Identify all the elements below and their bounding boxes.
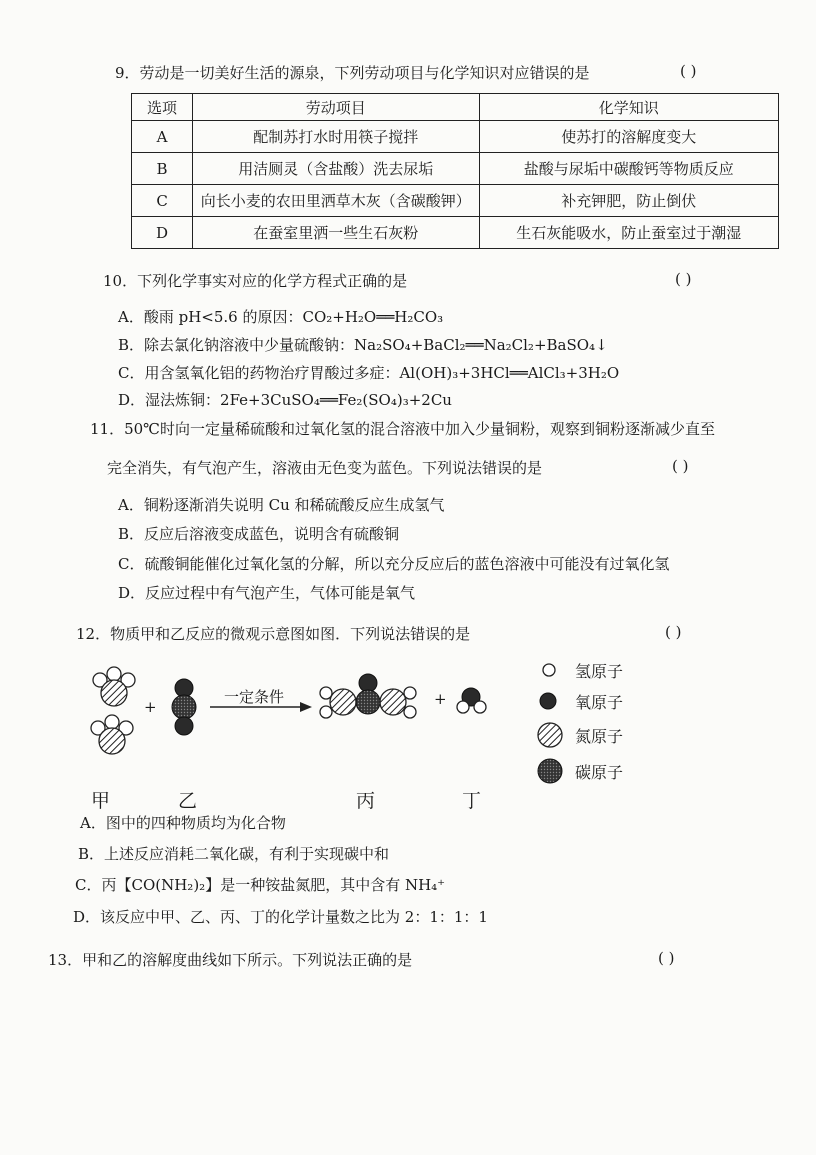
molecule-jia-1 [93, 667, 135, 706]
legend-carbon-icon [538, 759, 562, 783]
q10-option-a[interactable]: A．酸雨 pH<5.6 的原因：CO₂+H₂O══H₂CO₃ [118, 308, 444, 326]
table-cell: B [132, 153, 193, 185]
molecule-bing [320, 674, 416, 718]
legend-carbon-label: 碳原子 [575, 763, 624, 782]
q11-stem-line1: 11．50℃时向一定量稀硫酸和过氧化氢的混合溶液中加入少量铜粉，观察到铜粉逐渐减少直至 [90, 420, 715, 438]
table-cell: 向长小麦的农田里洒草木灰（含碳酸钾） [193, 185, 479, 217]
legend-oxygen-icon [540, 693, 556, 709]
table-cell: A [132, 121, 193, 153]
q11-option-a[interactable]: A．铜粉逐渐消失说明 Cu 和稀硫酸反应生成氢气 [118, 496, 445, 514]
table-cell: 使苏打的溶解度变大 [479, 121, 779, 153]
q12-answer-paren[interactable]: ( ) [665, 623, 682, 641]
table-cell: 配制苏打水时用筷子搅拌 [193, 121, 479, 153]
table-cell: 盐酸与尿垢中碳酸钙等物质反应 [479, 153, 779, 185]
table-cell: 在蚕室里洒一些生石灰粉 [193, 217, 479, 249]
q11-option-d[interactable]: D．反应过程中有气泡产生，气体可能是氧气 [118, 584, 416, 602]
legend-oxygen-label: 氧原子 [575, 693, 624, 712]
label-bing: 丙 [356, 790, 376, 812]
table-cell: 生石灰能吸水，防止蚕室过于潮湿 [479, 217, 779, 249]
q10-answer-paren[interactable]: ( ) [675, 270, 692, 288]
q12-option-c[interactable]: C．丙【CO(NH₂)₂】是一种铵盐氮肥，其中含有 NH₄⁺ [75, 876, 446, 894]
legend-nitrogen-icon [538, 723, 562, 747]
table-row [132, 153, 779, 185]
q11-answer-paren[interactable]: ( ) [672, 457, 689, 475]
label-jia: 甲 [91, 790, 111, 812]
table-row [132, 185, 779, 217]
q11-option-b[interactable]: B．反应后溶液变成蓝色，说明含有硫酸铜 [118, 525, 400, 543]
plus-sign-1: + [144, 698, 157, 716]
table-cell: D [132, 217, 193, 249]
q9-stem: 9．劳动是一切美好生活的源泉，下列劳动项目与化学知识对应错误的是 [115, 64, 590, 82]
table-header-chemistry: 化学知识 [479, 94, 779, 121]
table-cell: 补充钾肥，防止倒伏 [479, 185, 779, 217]
table-cell: 用洁厕灵（含盐酸）洗去尿垢 [193, 153, 479, 185]
q12-option-d[interactable]: D．该反应中甲、乙、丙、丁的化学计量数之比为 2：1：1：1 [73, 908, 488, 926]
q12-stem: 12．物质甲和乙反应的微观示意图如图．下列说法错误的是 [76, 625, 471, 643]
q10-option-d[interactable]: D．湿法炼铜：2Fe+3CuSO₄══Fe₂(SO₄)₃+2Cu [118, 391, 452, 409]
q10-option-b[interactable]: B．除去氯化钠溶液中少量硫酸钠：Na₂SO₄+BaCl₂══Na₂Cl₂+BaSO₄↓ [118, 336, 608, 354]
legend-nitrogen-label: 氮原子 [575, 727, 624, 746]
legend-hydrogen-icon [543, 664, 555, 676]
table-row [132, 121, 779, 153]
q12-option-b[interactable]: B．上述反应消耗二氧化碳，有利于实现碳中和 [78, 845, 390, 863]
molecule-yi [172, 679, 196, 735]
table-header-labor: 劳动项目 [193, 94, 479, 121]
q9-table [131, 93, 779, 249]
q10-option-c[interactable]: C．用含氢氧化铝的药物治疗胃酸过多症：Al(OH)₃+3HCl══AlCl₃+3H₂O [118, 364, 620, 382]
molecule-ding [457, 688, 486, 713]
table-row [132, 217, 779, 249]
q11-option-c[interactable]: C．硫酸铜能催化过氧化氢的分解，所以充分反应后的蓝色溶液中可能没有过氧化氢 [118, 555, 670, 573]
q13-answer-paren[interactable]: ( ) [658, 949, 675, 967]
q9-answer-paren[interactable]: ( ) [680, 62, 697, 80]
table-header-row [132, 94, 779, 121]
arrow-label: 一定条件 [224, 688, 285, 706]
plus-sign-2: + [434, 690, 447, 708]
legend-hydrogen-label: 氢原子 [575, 662, 624, 681]
table-cell: C [132, 185, 193, 217]
q12-option-a[interactable]: A．图中的四种物质均为化合物 [80, 814, 286, 832]
table-header-option: 选项 [132, 94, 193, 121]
label-ding: 丁 [462, 790, 482, 812]
q13-stem: 13．甲和乙的溶解度曲线如下所示。下列说法正确的是 [48, 951, 413, 969]
q11-stem-line2: 完全消失，有气泡产生，溶液由无色变为蓝色。下列说法错误的是 [107, 459, 543, 477]
q10-stem: 10．下列化学事实对应的化学方程式正确的是 [103, 272, 408, 290]
molecule-jia-2 [91, 715, 133, 754]
label-yi: 乙 [178, 790, 198, 812]
